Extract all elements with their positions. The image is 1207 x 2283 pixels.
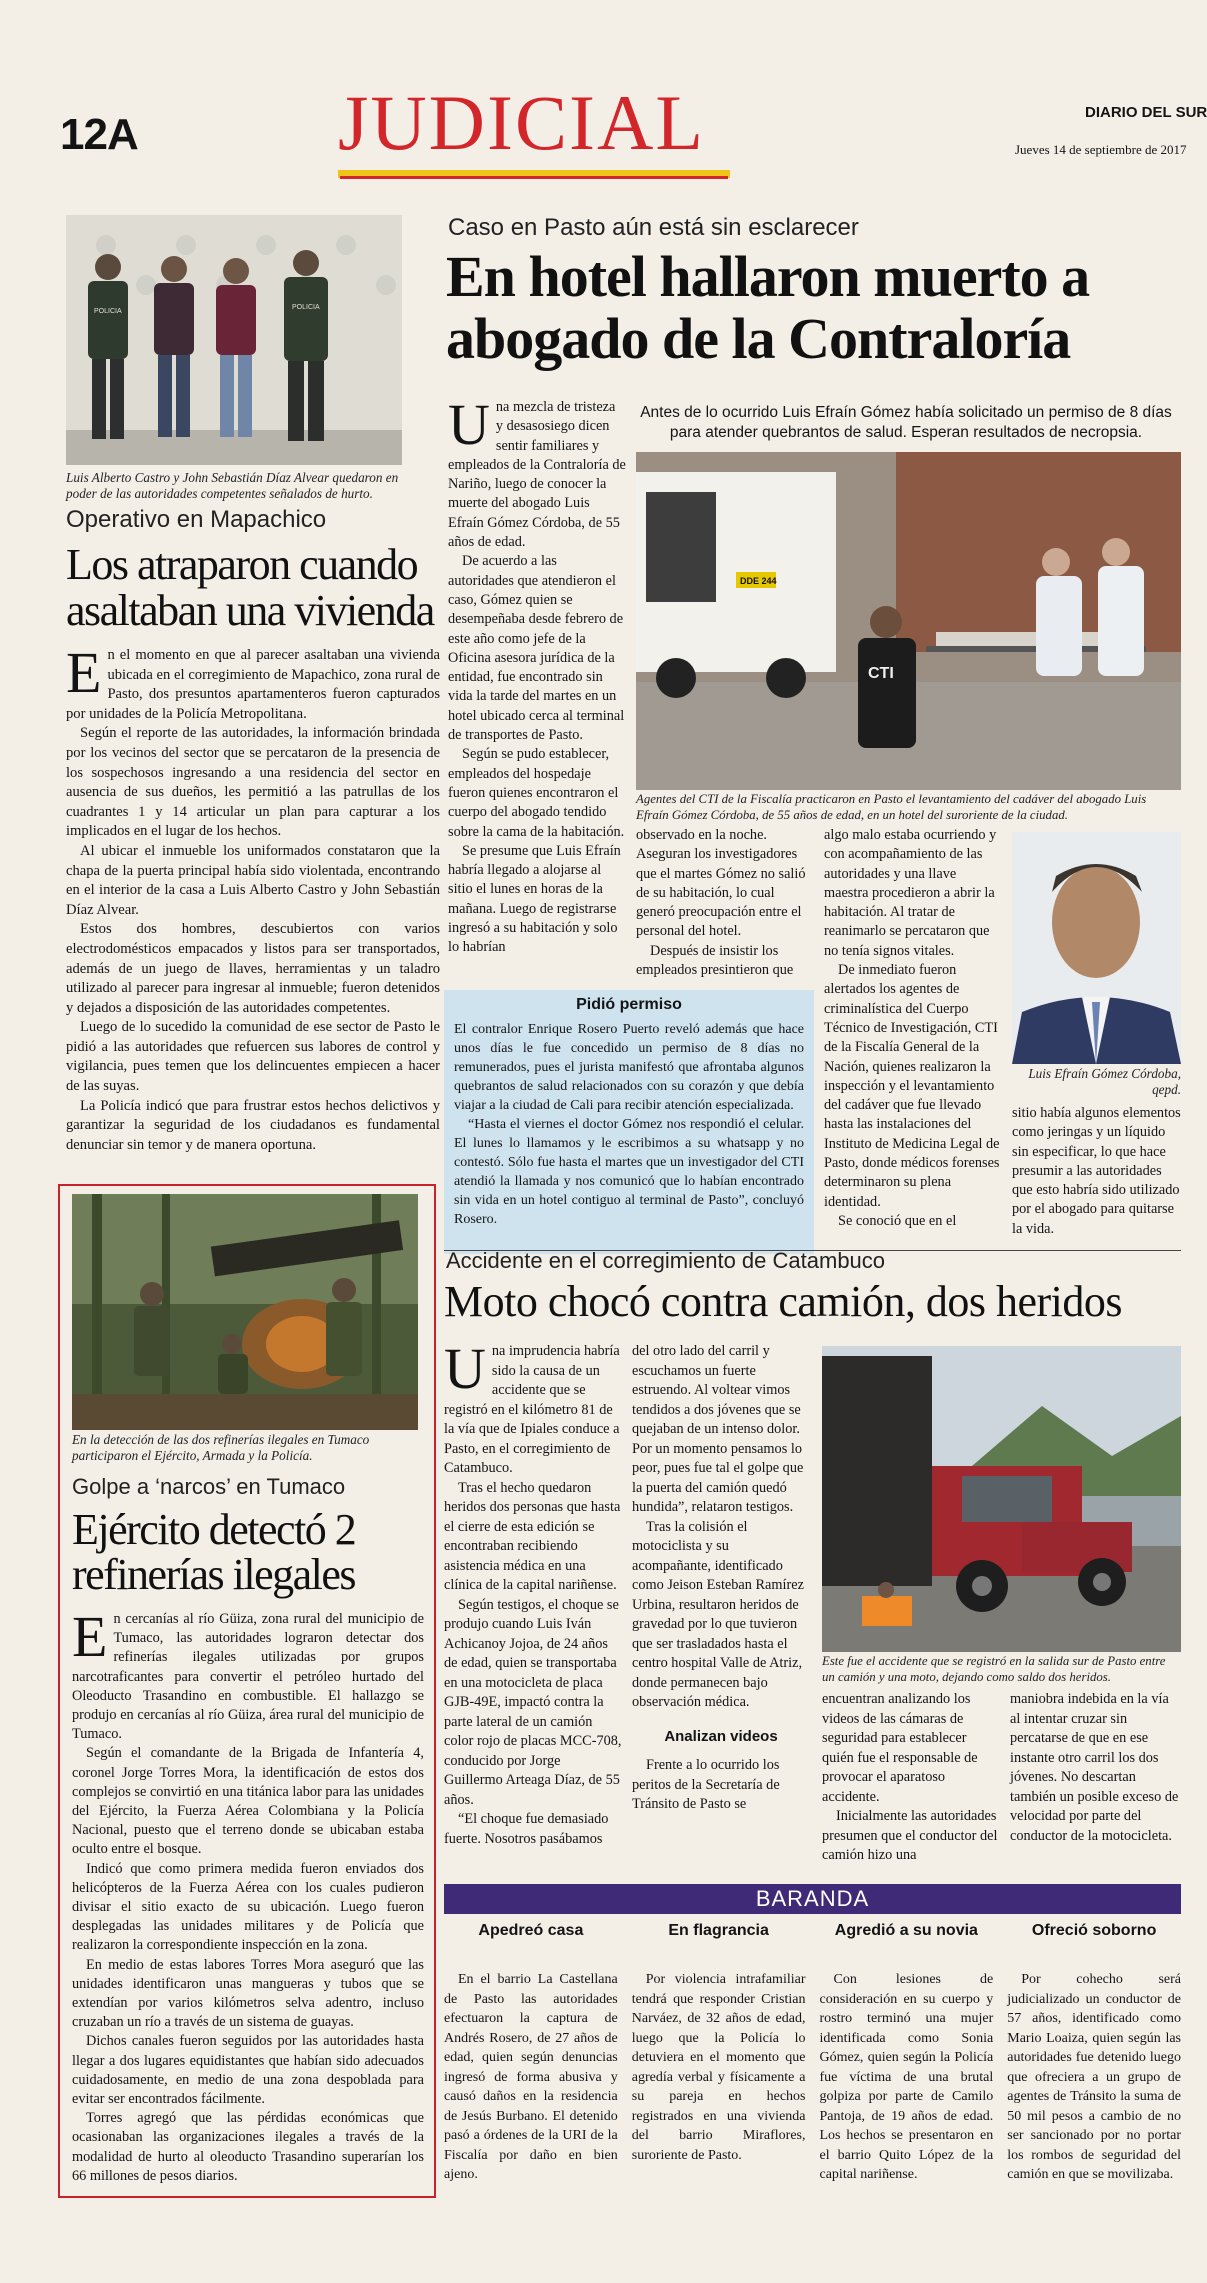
page-number: 12A [60,110,138,159]
moto-col1-p3: Según testigos, el choque se produjo cuando Luis Iván Achicanoy Jojoa, de 24 años de edad, quien se transportaba en una motocicleta de placa GJB-49E, impactó contra la parte lateral de un camión color rojo de placas MCC-708, conducido por Jorge Guillermo Arteaga Díaz, de 55 años. [444,1596,622,1808]
tumaco-kicker: Golpe a ‘narcos’ en Tumaco [72,1474,346,1499]
moto-col3-p1: encuentran analizando los videos de las cámaras de seguridad para establecer quién fue el responsable de provocar el aparatoso accidente. [822,1691,978,1805]
tumaco-body [72,1604,424,2186]
hotel-col1-p2: De acuerdo a las autoridades que atendieron el caso, Gómez quien se desempeñaba desde febrero de este año como jefe de la Oficina asesora jurídica de la entidad, fue encontrado sin vida la tarde del martes en un hotel ubicado cerca al terminal de transportes de Pasto. [448,553,625,744]
moto-col3 [822,1690,1000,1866]
tumaco-p3: Indicó que como primera medida fueron enviados dos helicópteros de la Fuerza Aérea con los cuales pudieron divisar el sitio exacto de su ubicación. Luego fueron desplegadas las unidades militares y de Policía que realizaron la correspondiente inspección en la zona. [72,1860,424,1954]
moto-col1-p1: na imprudencia habría sido la causa de un accidente que se registró en el kilómetro 81 de la vía que de Ipiales conduce a Pasto, en el corregimiento de Catambuco. [444,1343,620,1476]
hotel-headline: En hotel hallaron muerto a abogado de la Contraloría [446,244,1090,371]
hotel-subhead: Antes de lo ocurrido Luis Efraín Gómez había solicitado un permiso de 8 días para atender quebrantos de salud. Esperan resultados de necropsia. [640,404,1172,441]
issue-date: Jueves 14 de septiembre de 2017 [1015,142,1187,157]
moto-col2-subhead: Analizan videos [664,1727,778,1745]
moto-col2-p1: del otro lado del carril y escuchamos un fuerte estruendo. Al voltear vimos tendidos a dos jóvenes que se quejaban de un intenso dolor. Por un momento pensamos lo peor, pues fue tal el golpe que la puerta del camión quedó hundida”, relataron testigos. [632,1343,804,1515]
mapachico-dropcap: E [66,640,102,705]
tumaco-p6: Torres agregó que las pérdidas económicas que ocasionaban las organizaciones ilegales a través de la modalidad de hurto al oleoducto Trasandino superarían los 66 millones de pesos diarios. [72,2110,424,2184]
pidio-permiso-p1: El contralor Enrique Rosero Puerto reveló además que hace unos días le fue concedido un permiso de 8 días no remunerados, pues el jurista manifestó que afrontaba algunos quebrantos de salud relacionados con su corazón y que debía viajar a la ciudad de Cali para recibir atención especializada. [454,1022,804,1113]
hotel-col1-p3: Según se pudo establecer, empleados del hospedaje fueron quienes encontraron el cuerpo del abogado tendido sobre la cama de la habitación. [448,746,625,840]
accident-photo-caption: Este fue el accidente que se registró en la salida sur de Pasto entre un camión y una moto, dejando como saldo dos heridos. [822,1654,1166,1684]
baranda-item [444,1918,618,2185]
baranda-item-title: Agredió a su novia [834,1922,978,1939]
moto-headline: Moto chocó contra camión, dos heridos [444,1277,1123,1326]
hotel-col2 [636,826,814,980]
moto-col1 [444,1336,622,1849]
pidio-permiso-title: Pidió permiso [576,996,682,1013]
tumaco-headline: Ejército detectó 2 refinerías ilegales [72,1505,356,1599]
refinery-photo-caption: En la detección de las dos refinerías ilegales en Tumaco participaron el Ejército, Armada y la Policía. [72,1432,370,1463]
moto-col4 [1010,1690,1181,1846]
tumaco-p2: Según el comandante de la Brigada de Infantería 4, coronel Jorge Torres Mora, la identificación de estos dos complejos se convirtió en una titánica labor para las unidades del Ejército, la Fuerza Aérea Colombiana y la Policía Nacional, puesto que el terreno donde se ubicaban estaba oculto entre el bosque. [72,1745,424,1858]
mapachico-p4: Estos dos hombres, descubiertos con varios electrodomésticos empacados y listos para ser transportados, además de un juego de llaves, herramientas y un taladro utilizado al parecer para ingresar al inmueble; fueron detenidos y dejados a disposición de las autoridades competentes. [66,921,440,1016]
section-title-underline-accent [340,176,728,179]
moto-col2-p3: Frente a lo ocurrido los peritos de la Secretaría de Tránsito de Pasto se [632,1757,780,1812]
accident-photo [822,1346,1181,1652]
mapachico-p3: Al ubicar el inmueble los uniformados constataron que la chapa de la puerta principal había sido violentada, encontrando en el interior de la casa a Luis Alberto Castro y John Sebastián Díaz Alvear. [66,842,440,918]
baranda-item-text: Por violencia intrafamiliar tendrá que responder Cristian Narváez, de 32 años de edad, luego que la Policía lo detuviera en el momento que agredía verbal y físicamente a su pareja en hechos registrados en una vivienda del barrio Miraflores, suroriente de Pasto. [631,1972,806,2163]
mapachico-p6: La Policía indicó que para frustrar estos hechos delictivos y garantizar la seguridad de los ciudadanos es fundamental denunciar sin temor y de manera oportuna. [66,1097,440,1153]
baranda-item-title: Apedreó casa [478,1922,584,1939]
pidio-permiso-box [444,990,814,1254]
baranda-item-title: En flagrancia [668,1922,769,1939]
baranda-item-text: En el barrio La Castellana de Pasto las autoridades efectuaron la captura de Andrés Rosero, de 27 años de edad, quien según denuncias ingresó de forma abusiva y causó daños en la residencia de Jesús Burbano. El detenido pasó a órdenes de la URI de la Fiscalía por daño en bien ajeno. [444,1972,618,2182]
refinery-photo [72,1194,418,1430]
mapachico-kicker: Operativo en Mapachico [66,506,327,533]
moto-col4-p1: maniobra indebida en la vía al intentar cruzar sin percatarse de que en ese instante otro carril los dos jóvenes. No descartan también un posible exceso de velocidad por parte del conductor de la motocicleta. [1010,1691,1179,1844]
hotel-col3-p2: De inmediato fueron alertados los agentes de criminalística del Cuerpo Técnico de Investigación, CTI de la Fiscalía General de la Nación, quienes realizaron la inspección y el levantamiento del cadáver que fue llevado hasta las instalaciones del Instituto de Medicina Legal de Pasto, donde médicos forenses determinaron su plena identidad. [824,962,1000,1210]
mapachico-headline: Los atraparon cuando asaltaban una vivienda [66,540,434,635]
newspaper-name: DIARIO DEL SUR [1085,104,1207,121]
mapachico-body [66,640,440,1155]
cti-photo-caption: Agentes del CTI de la Fiscalía practicaron en Pasto el levantamiento del cadáver del abogado Luis Efraín Gómez Córdoba, de 55 años de edad, en un hotel del suroriente de la ciudad. [636,792,1147,822]
section-title: JUDICIAL [338,79,705,166]
hotel-col4-p1: sitio había algunos elementos como jeringas y un líquido sin especificar, lo que hace presumir a las autoridades que esto habría sido utilizado por el abogado para quitarse la vida. [1012,1105,1181,1237]
pidio-permiso-p2: “Hasta el viernes el doctor Gómez nos respondió el celular. El lunes lo llamamos y le escribimos a su whatsapp y no contestó. Sólo fue hasta el martes que un investigador del CTI atendió la llamada y nos comunicó que lo habían encontrado sin vida en un hotel contiguo al terminal de Pasto”, concluyó Rosero. [454,1117,804,1227]
tumaco-p4: En medio de estas labores Torres Mora aseguró que las unidades identificaron unas mangueras y tubos que se extendían por varios kilómetros selva adentro, incluso cruzaban un río a través de un sistema de guayas. [72,1956,424,2031]
baranda-title: BARANDA [755,1886,870,1911]
hotel-col4 [1012,1104,1181,1239]
mapachico-p5: Luego de lo sucedido la comunidad de ese sector de Pasto le pidió a las autoridades que refuercen sus labores de control y vigilancia, pues temen que los delincuentes empiecen a hacer de las suyas. [66,1019,440,1095]
hotel-col2-p2: Después de insistir los empleados presintieron que [636,942,794,979]
cti-photo [636,452,1181,790]
baranda-bar [444,1884,1181,1914]
hotel-col3-p1: algo malo estaba ocurriendo y con acompañamiento de las autoridades y una llave maestra procedieron a abrir la habitación. Al tratar de reanimarlo se percataron que no tenía signos vitales. [824,827,997,959]
plate-text: DDE 244 [740,576,777,586]
hotel-col1-lead: na mezcla de tristeza y desasosiego dicen sentir familiares y empleados de la Contraloría de Nariño, luego de conocer la muerte del abogado Luis Efraín Gómez Córdoba, de 55 años de edad. [448,399,626,551]
moto-col3-p2: Inicialmente las autoridades presumen que el conductor del camión hizo una [822,1808,998,1863]
tumaco-p5: Dichos canales fueron seguidos por las autoridades hasta llegar a dos lugares equidistantes que habían sido adecuados cuidadosamente, en medio de una zona despoblada para evitar ser encontrados fácilmente. [72,2033,424,2108]
hotel-col3 [824,826,1002,1231]
baranda-item [820,1918,994,2185]
moto-col2-p2: Tras la colisión el motociclista y su acompañante, identificado como Jeison Esteban Ramírez Urbina, resultaron heridos de gravedad por lo que tuvieron que ser trasladados hasta el centro hospital Valle de Atriz, donde permanecen bajo observación médica. [632,1518,804,1710]
baranda-item-title: Ofreció soborno [1031,1922,1157,1939]
baranda-item [1007,1918,1181,2185]
badge-text-1: POLICIA [94,308,122,315]
moto-col1-p4: “El choque fue demasiado fuerte. Nosotros pasábamos [444,1811,609,1847]
tumaco-dropcap: E [72,1604,108,1669]
hotel-col1-p4: Se presume que Luis Efraín habría llegado a alojarse al sitio el lunes en horas de la mañana. Luego de registrarse ingresó a su habitación y solo lo habrían [448,842,621,956]
baranda-item [632,1918,806,2185]
moto-col2 [632,1342,810,1815]
badge-text-2: POLICIA [292,304,320,311]
mapachico-p1: n el momento en que al parecer asaltaban una vivienda ubicada en el corregimiento de Mapachico, zona rural de Pasto, dos presuntos apartamenteros fueron capturados por unidades de la Policía Metropolitana. [66,647,440,722]
baranda-item-text: Por cohecho será judicializado un conductor de 57 años, identificado como Mario Loaiza, quien según las autoridades fue detenido luego que ofreciera a un grupo de agentes de Tránsito la suma de 50 mil pesos a cambio de no ser sancionado por no portar los rombos de seguridad del camión en que se movilizaba. [1007,1972,1181,2182]
moto-dropcap: U [444,1336,486,1401]
mapachico-p2: Según el reporte de las autoridades, la información brindada por los vecinos del sector que se percataron de la presencia de los sospechosos ingresando a una residencia del sector en ausencia de sus dueños, les permitió a las patrullas de los cuadrantes 1 y 14 articular un plan para capturar a los implicados en el lugar de los hechos. [66,725,440,840]
cti-vest-text: CTI [868,665,894,682]
arrest-photo [66,215,402,465]
baranda-item-text: Con lesiones de consideración en su cuerpo y rostro terminó una mujer identificada como Sonia Gómez, quien según la Policía fue víctima de una brutal golpiza por parte de Camilo Pantoja, de 19 años de edad. Los hechos se presentaron en el barrio Quito López de la capital nariñense. [819,1972,994,2182]
hotel-kicker: Caso en Pasto aún está sin esclarecer [448,214,859,241]
hotel-col2-p1: observado en la noche. Aseguran los investigadores que el martes Gómez no salió de su habitación, lo cual generó preocupación entre el personal del hotel. [636,827,806,940]
hotel-col3-p3: Se conoció que en el [838,1212,957,1229]
moto-col1-p2: Tras el hecho quedaron heridos dos personas que hasta el cierre de esta edición se encontraban recibiendo asistencia médica en una clínica de la capital nariñense. [444,1479,621,1593]
tumaco-p1: n cercanías al río Güiza, zona rural del municipio de Tumaco, las autoridades lograron detectar dos refinerías ilegales utilizadas por grupos narcotraficantes para convertir el petróleo hurtado del Oleoducto Trasandino en combustible. El hallazgo se produjo en cercanías al río Güiza, área rural del municipio de Tumaco. [72,1611,424,1743]
portrait-photo [1012,832,1181,1064]
moto-kicker: Accidente en el corregimiento de Catambuco [446,1248,886,1273]
baranda-grid [444,1918,1181,2185]
hotel-col1 [448,392,626,958]
portrait-caption: Luis Efraín Gómez Córdoba, qepd. [1028,1066,1181,1097]
arrest-photo-caption: Luis Alberto Castro y John Sebastián Díaz Alvear quedaron en poder de las autoridades competentes señalados de hurto. [66,470,399,501]
hotel-dropcap: U [448,392,490,457]
